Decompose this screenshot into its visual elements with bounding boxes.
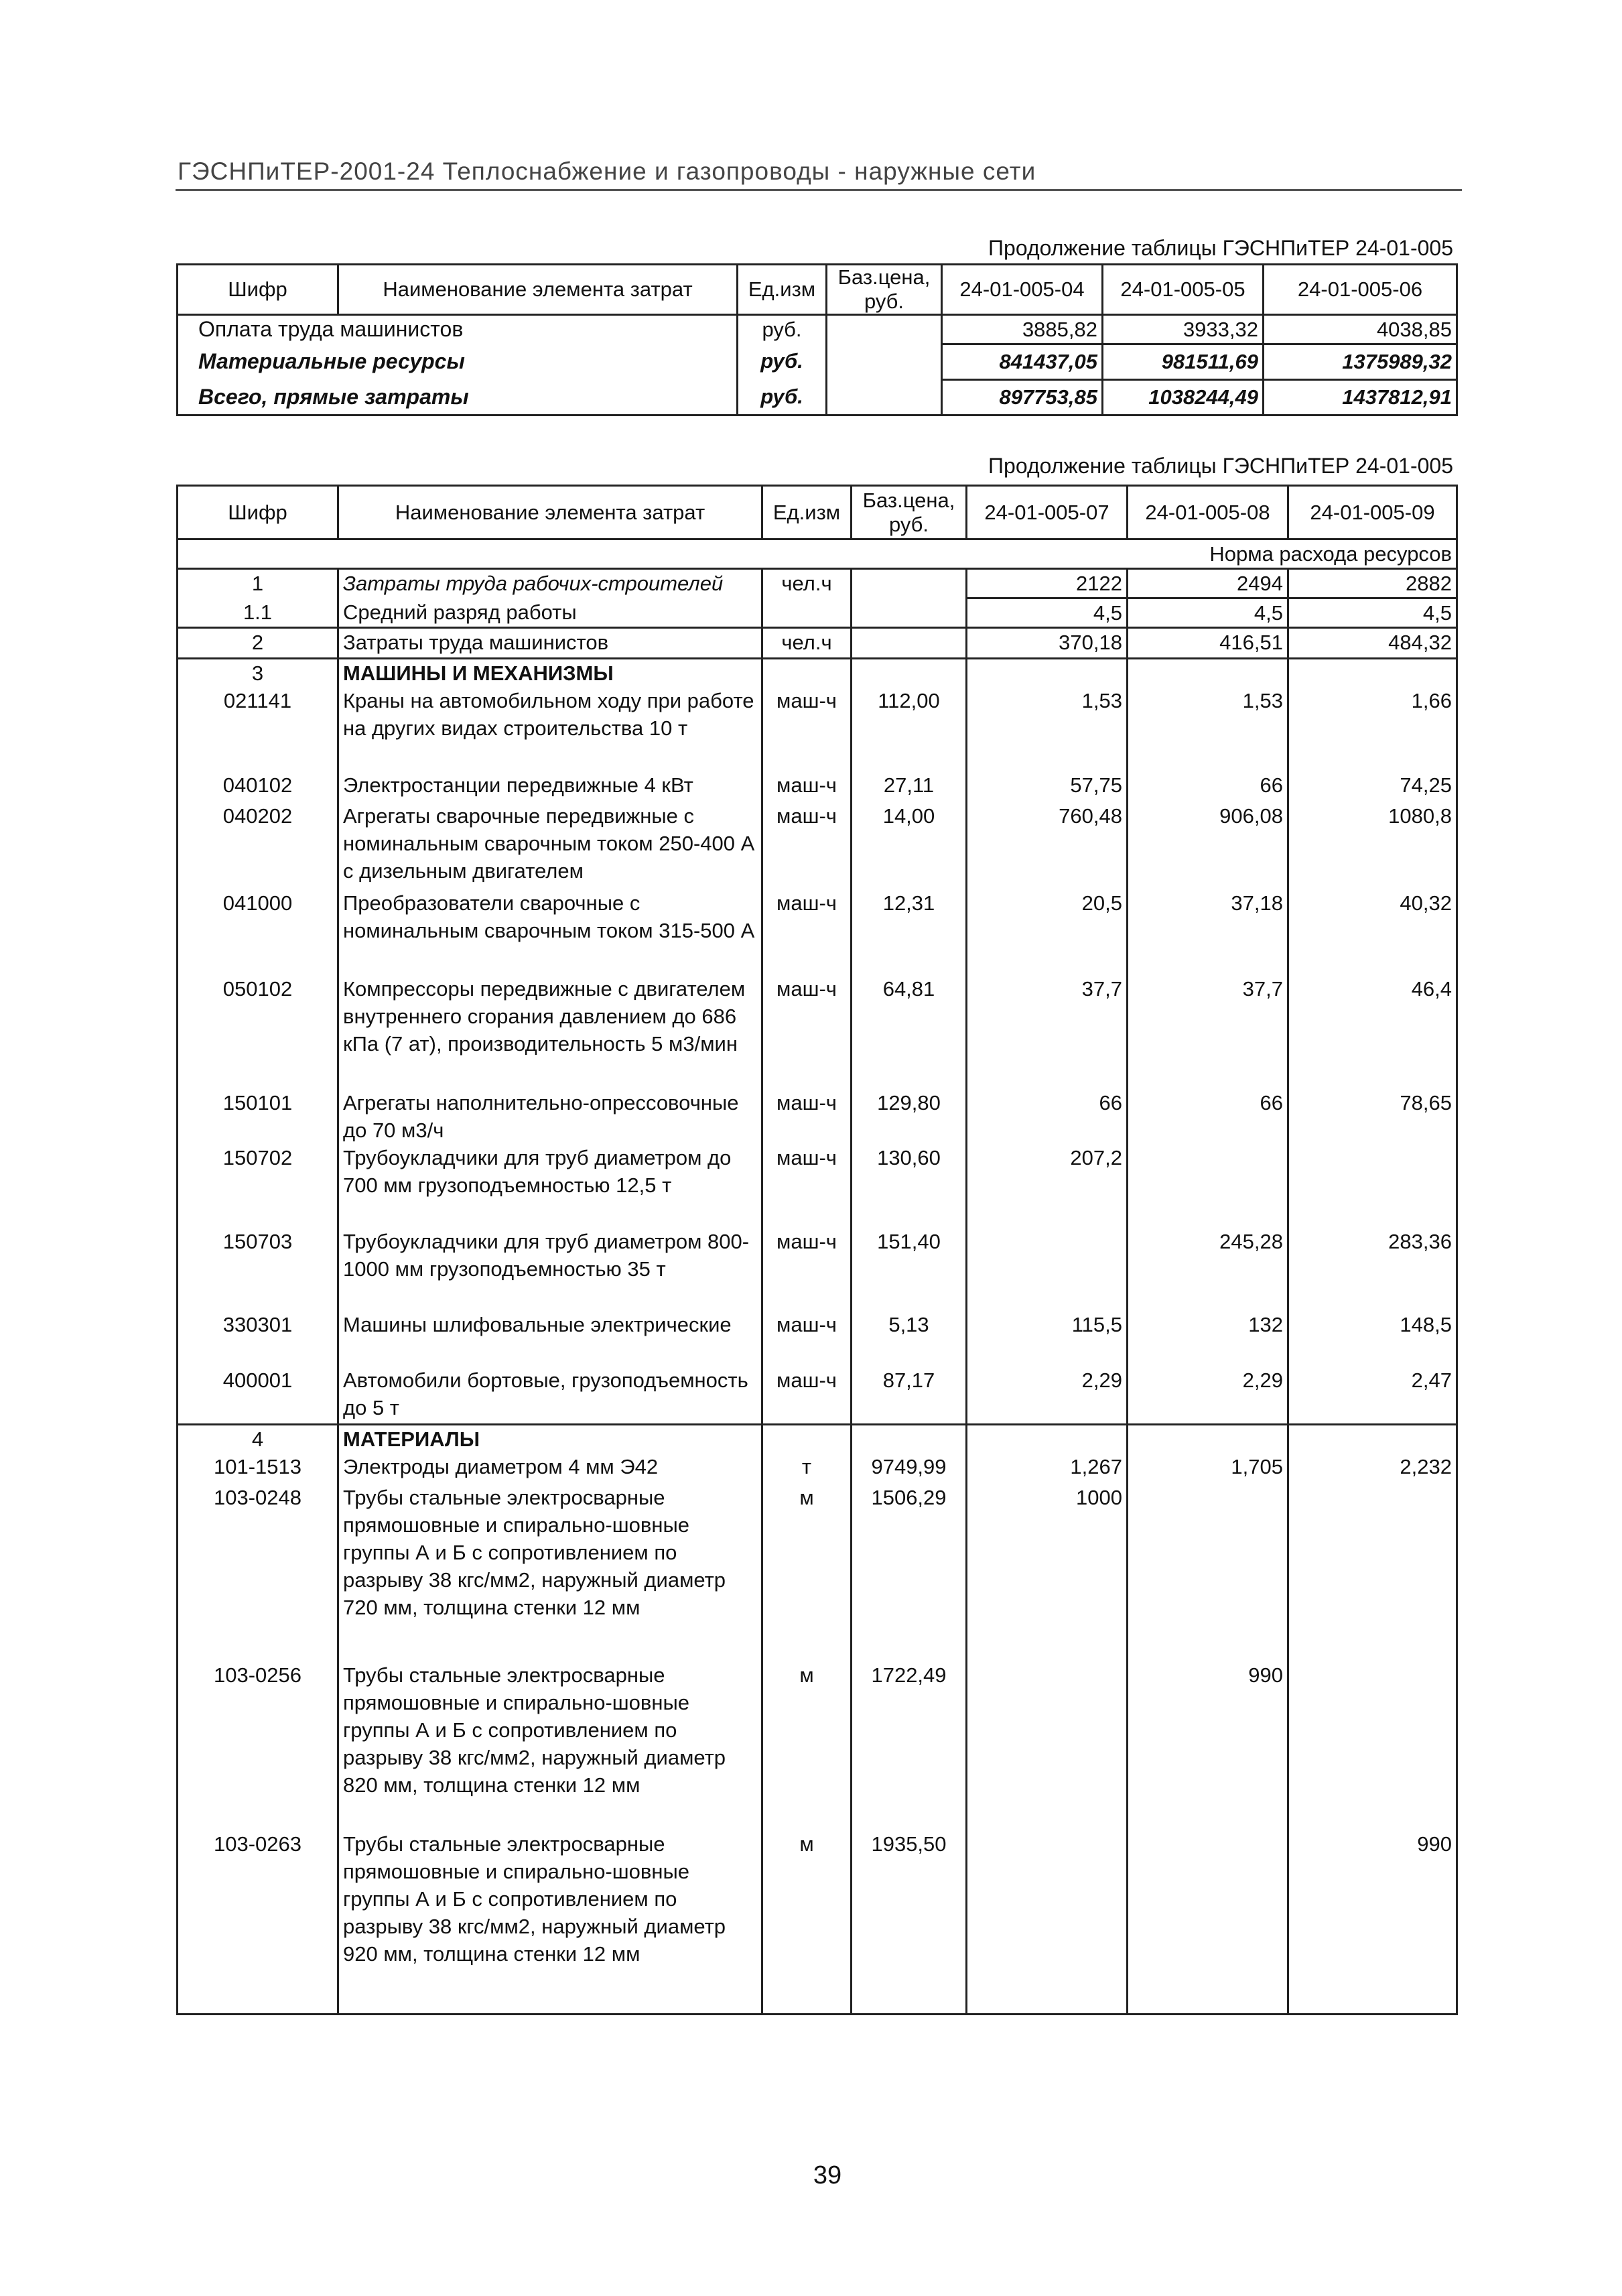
row-value: 841437,05 [942, 344, 1103, 380]
row-shifr: 1 [178, 569, 338, 598]
row-price [852, 569, 967, 598]
row-shifr: 1.1 [178, 598, 338, 628]
row-value: 370,18 [967, 628, 1128, 659]
row-value: 416,51 [1128, 628, 1288, 659]
row-unit: маш-ч [762, 687, 852, 771]
row-unit [762, 598, 852, 628]
col-header-code: 24-01-005-06 [1264, 265, 1457, 315]
row-value: 1080,8 [1388, 804, 1452, 828]
row-value: 3933,32 [1103, 315, 1264, 344]
col-header-unit: Ед.изм [762, 486, 852, 539]
row-unit: маш-ч [762, 1228, 852, 1311]
row-name: Затраты труда машинистов [338, 628, 762, 659]
row-value: 2122 [967, 569, 1128, 598]
row-value: 1,66 [1411, 689, 1452, 712]
row-name: Трубы стальные электросварные прямошовные и спирально-шовные группы А и Б с сопротивлением по разрыву 38 кгс/мм2, наружный диаметр 920 мм, толщина стенки 12 мм [338, 1830, 762, 2015]
row-price: 14,00 [852, 802, 967, 889]
row-value: 132 [1128, 1311, 1288, 1366]
row-name: Трубоукладчики для труб диаметром до 700 мм грузоподъемностью 12,5 т [338, 1144, 762, 1228]
row-shifr: 103-0248 [178, 1484, 338, 1661]
row-value: 1,705 [1128, 1453, 1288, 1484]
row-shifr: 4 [178, 1424, 338, 1453]
row-name: Преобразователи сварочные с номинальным сварочным током 315-500 А [338, 889, 762, 975]
row-unit: руб. [738, 344, 827, 380]
table-row [178, 659, 1457, 688]
row-price: 12,31 [852, 889, 967, 975]
row-value: 37,7 [967, 975, 1128, 1089]
row-value: 990 [1417, 1832, 1452, 1856]
row-value [1288, 1484, 1457, 1661]
row-shifr: 150702 [178, 1144, 338, 1228]
row-unit: м [762, 1830, 852, 2015]
row-value: 46,4 [1411, 977, 1452, 1001]
row-unit: руб. [738, 315, 827, 344]
row-value [1288, 659, 1457, 688]
row-value: 66 [1128, 1089, 1288, 1144]
row-value: 37,7 [1128, 975, 1288, 1089]
row-price [852, 659, 967, 688]
row-value: 2,29 [1128, 1366, 1288, 1424]
row-shifr: 021141 [178, 687, 338, 771]
table-row [178, 1453, 1457, 1484]
row-unit: маш-ч [762, 889, 852, 975]
row-value: 57,75 [967, 771, 1128, 802]
row-value: 207,2 [967, 1144, 1128, 1228]
row-value: 1,53 [1128, 687, 1288, 771]
row-value [1288, 1661, 1457, 1830]
row-value [967, 1661, 1128, 1830]
row-unit: м [762, 1484, 852, 1661]
row-unit [762, 659, 852, 688]
col-header-code: 24-01-005-05 [1103, 265, 1264, 315]
row-value: 1375989,32 [1264, 344, 1457, 380]
row-value: 1,53 [967, 687, 1128, 771]
row-shifr: 101-1513 [178, 1453, 338, 1484]
row-unit: маш-ч [762, 975, 852, 1089]
table-24-01-005-part1 [176, 263, 1458, 416]
table-row [178, 1366, 1457, 1424]
table-24-01-005-part2 [176, 485, 1458, 2015]
col-header-code: 24-01-005-09 [1288, 486, 1457, 539]
row-price: 27,11 [852, 771, 967, 802]
row-price: 1935,50 [852, 1830, 967, 2015]
col-header-code: 24-01-005-08 [1128, 486, 1288, 539]
row-shifr: 2 [178, 628, 338, 659]
row-name: МАТЕРИАЛЫ [338, 1424, 762, 1453]
row-value: 2882 [1288, 569, 1457, 598]
row-unit: т [762, 1453, 852, 1484]
row-value: 40,32 [1400, 891, 1452, 915]
row-value: 20,5 [967, 889, 1128, 975]
table-row [178, 975, 1457, 1089]
row-unit [762, 1424, 852, 1453]
row-unit: маш-ч [762, 1089, 852, 1144]
row-shifr: 040202 [178, 802, 338, 889]
row-price: 87,17 [852, 1366, 967, 1424]
row-value: 2494 [1128, 569, 1288, 598]
table-row [178, 802, 1457, 889]
row-value: 906,08 [1128, 802, 1288, 889]
col-header-price: Баз.цена, руб. [852, 486, 967, 539]
row-unit: маш-ч [762, 802, 852, 889]
row-value [1288, 1424, 1457, 1453]
row-value: 245,28 [1128, 1228, 1288, 1311]
row-price [852, 1424, 967, 1453]
row-value: 66 [1128, 771, 1288, 802]
row-shifr: 040102 [178, 771, 338, 802]
row-value: 1437812,91 [1342, 385, 1452, 409]
row-price: 1506,29 [852, 1484, 967, 1661]
row-value [1128, 1484, 1288, 1661]
row-name: Компрессоры передвижные с двигателем внутреннего сгорания давлением до 686 кПа (7 ат), производительность 5 м3/мин [338, 975, 762, 1089]
row-shifr: 3 [178, 659, 338, 688]
row-value: 4,5 [1128, 598, 1288, 628]
table-row [178, 628, 1457, 659]
row-value [967, 659, 1128, 688]
table-row [178, 1830, 1457, 2015]
table-row [178, 1144, 1457, 1228]
row-price: 151,40 [852, 1228, 967, 1311]
row-value: 1,267 [967, 1453, 1128, 1484]
col-header-code: 24-01-005-07 [967, 486, 1128, 539]
row-name: Трубы стальные электросварные прямошовные и спирально-шовные группы А и Б с сопротивлением по разрыву 38 кгс/мм2, наружный диаметр 820 мм, толщина стенки 12 мм [338, 1661, 762, 1830]
table-row [178, 889, 1457, 975]
col-header-shifr: Шифр [178, 265, 338, 315]
row-name: Оплата труда машинистов [178, 315, 738, 344]
row-price [852, 628, 967, 659]
row-name: Краны на автомобильном ходу при работе на других видах строительства 10 т [338, 687, 762, 771]
row-price [827, 380, 942, 416]
row-price: 64,81 [852, 975, 967, 1089]
row-name: Агрегаты наполнительно-опрессовочные до 70 м3/ч [338, 1089, 762, 1144]
row-value: 78,65 [1400, 1091, 1452, 1114]
table1-continuation-caption: Продолжение таблицы ГЭСНПиТЕР 24-01-005 [988, 236, 1453, 260]
row-price: 5,13 [852, 1311, 967, 1366]
row-name: Агрегаты сварочные передвижные с номинальным сварочным током 250-400 А с дизельным двигателем [338, 802, 762, 889]
row-shifr: 041000 [178, 889, 338, 975]
col-header-unit: Ед.изм [738, 265, 827, 315]
table-row [178, 771, 1457, 802]
row-value: 4,5 [967, 598, 1128, 628]
row-name: Электростанции передвижные 4 кВт [338, 771, 762, 802]
table2-continuation-caption: Продолжение таблицы ГЭСНПиТЕР 24-01-005 [988, 454, 1453, 478]
table-row [178, 687, 1457, 771]
row-price: 129,80 [852, 1089, 967, 1144]
row-value: 2,232 [1400, 1454, 1452, 1478]
row-name: Трубоукладчики для труб диаметром 800-1000 мм грузоподъемностью 35 т [338, 1228, 762, 1311]
row-value: 3885,82 [942, 315, 1103, 344]
row-value [967, 1424, 1128, 1453]
row-value [967, 1830, 1128, 2015]
row-shifr: 103-0256 [178, 1661, 338, 1830]
row-price [827, 315, 942, 344]
row-unit: руб. [738, 380, 827, 416]
row-unit: чел.ч [762, 569, 852, 598]
row-unit: маш-ч [762, 771, 852, 802]
row-value: 148,5 [1400, 1313, 1452, 1336]
row-unit: маш-ч [762, 1311, 852, 1366]
row-value: 2,47 [1411, 1368, 1452, 1392]
page-number: 39 [813, 2161, 842, 2189]
row-value: 4,5 [1288, 598, 1457, 628]
running-header: ГЭСНПиТЕР-2001-24 Теплоснабжение и газопроводы - наружные сети [178, 157, 1036, 185]
row-value: 4038,85 [1264, 315, 1457, 344]
row-value [967, 1228, 1128, 1311]
row-shifr: 150101 [178, 1089, 338, 1144]
row-shifr: 330301 [178, 1311, 338, 1366]
row-price: 112,00 [852, 687, 967, 771]
col-header-price: Баз.цена, руб. [827, 265, 942, 315]
row-value: 2,29 [967, 1366, 1128, 1424]
row-value: 115,5 [967, 1311, 1128, 1366]
col-header-name: Наименование элемента затрат [338, 265, 738, 315]
row-value: 897753,85 [942, 380, 1103, 416]
row-value: 1000 [967, 1484, 1128, 1661]
row-name: Автомобили бортовые, грузоподъемность до 5 т [338, 1366, 762, 1424]
row-value: 760,48 [967, 802, 1128, 889]
row-value [1128, 1424, 1288, 1453]
col-header-name: Наименование элемента затрат [338, 486, 762, 539]
table-row [178, 1228, 1457, 1311]
row-price: 130,60 [852, 1144, 967, 1228]
row-name: Всего, прямые затраты [178, 380, 738, 416]
row-price [827, 344, 942, 380]
row-value: 74,25 [1400, 773, 1452, 797]
row-name: Материальные ресурсы [178, 344, 738, 380]
row-unit: чел.ч [762, 628, 852, 659]
row-price: 9749,99 [852, 1453, 967, 1484]
row-value: 37,18 [1128, 889, 1288, 975]
table-row [178, 598, 1457, 628]
col-header-shifr: Шифр [178, 486, 338, 539]
row-shifr: 400001 [178, 1366, 338, 1424]
row-value: 981511,69 [1103, 344, 1264, 380]
norma-label: Норма расхода ресурсов [178, 539, 1457, 569]
row-value: 66 [967, 1089, 1128, 1144]
table-row [178, 1089, 1457, 1144]
row-value [1128, 659, 1288, 688]
table-row [178, 1311, 1457, 1366]
row-name: Трубы стальные электросварные прямошовные и спирально-шовные группы А и Б с сопротивлением по разрыву 38 кгс/мм2, наружный диаметр 720 мм, толщина стенки 12 мм [338, 1484, 762, 1661]
row-value: 283,36 [1388, 1230, 1452, 1253]
row-value [1128, 1830, 1288, 2015]
table-row [178, 1661, 1457, 1830]
row-value [1128, 1144, 1288, 1228]
row-name: Электроды диаметром 4 мм Э42 [338, 1453, 762, 1484]
row-name: МАШИНЫ И МЕХАНИЗМЫ [338, 659, 762, 688]
header-rule [176, 189, 1462, 191]
row-name: Затраты труда рабочих-строителей [338, 569, 762, 598]
col-header-code: 24-01-005-04 [942, 265, 1103, 315]
row-value: 1038244,49 [1103, 380, 1264, 416]
table-row [178, 569, 1457, 598]
row-unit: маш-ч [762, 1366, 852, 1424]
table-row [178, 1484, 1457, 1661]
row-value: 484,32 [1288, 628, 1457, 659]
row-value: 990 [1128, 1661, 1288, 1830]
row-shifr: 050102 [178, 975, 338, 1089]
row-shifr: 103-0263 [178, 1830, 338, 2015]
row-name: Машины шлифовальные электрические [338, 1311, 762, 1366]
row-price [852, 598, 967, 628]
row-shifr: 150703 [178, 1228, 338, 1311]
row-value [1288, 1144, 1457, 1228]
row-unit: маш-ч [762, 1144, 852, 1228]
row-name: Средний разряд работы [338, 598, 762, 628]
row-price: 1722,49 [852, 1661, 967, 1830]
row-unit: м [762, 1661, 852, 1830]
table-row [178, 1424, 1457, 1453]
